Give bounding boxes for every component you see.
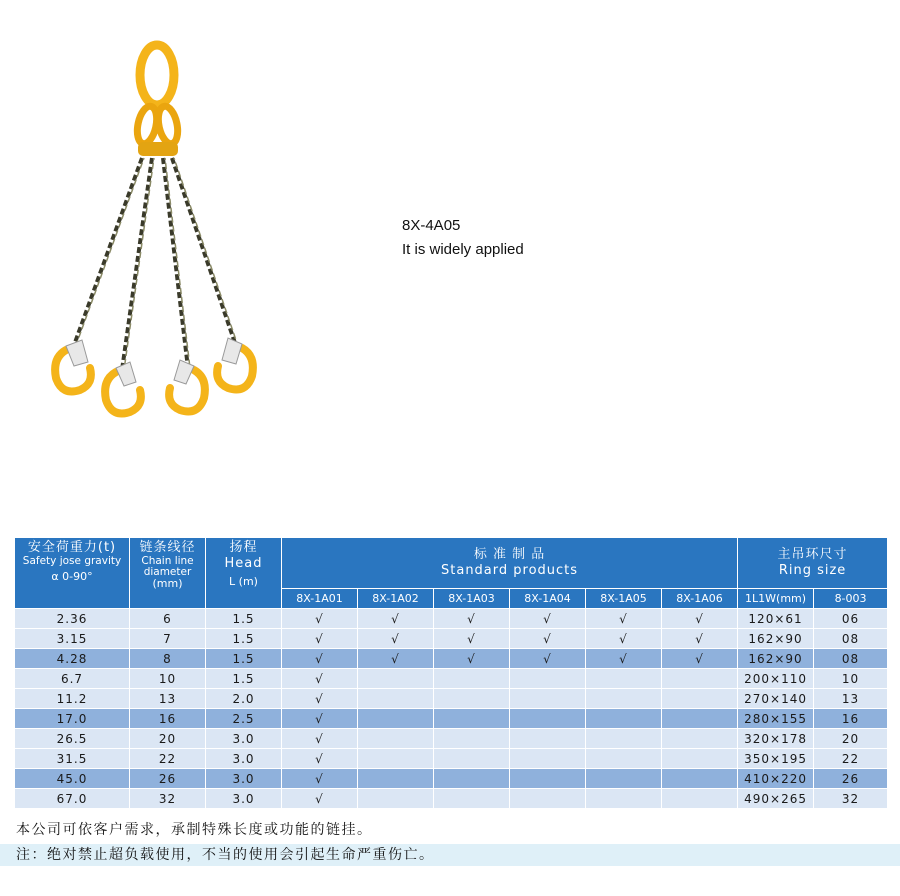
cell-load: 3.15 — [15, 629, 130, 649]
cell-head: 1.5 — [206, 669, 282, 689]
cell-product-mark: √ — [434, 629, 510, 649]
cell-ring-dim: 410×220 — [738, 769, 814, 789]
header-ring-size: 主吊环尺寸 Ring size — [738, 538, 888, 589]
cell-product-mark — [510, 729, 586, 749]
cell-product-mark: √ — [282, 729, 358, 749]
cell-ring-code: 20 — [814, 729, 888, 749]
cell-product-mark — [586, 749, 662, 769]
cell-product-mark — [662, 689, 738, 709]
cell-product-mark — [662, 729, 738, 749]
cell-chain-diameter: 20 — [130, 729, 206, 749]
cell-ring-code: 22 — [814, 749, 888, 769]
cell-product-mark — [662, 709, 738, 729]
cell-product-mark: √ — [282, 669, 358, 689]
cell-head: 1.5 — [206, 629, 282, 649]
cell-chain-diameter: 10 — [130, 669, 206, 689]
link-icon — [155, 105, 181, 146]
cell-product-mark — [586, 769, 662, 789]
cell-ring-dim: 270×140 — [738, 689, 814, 709]
cell-chain-diameter: 16 — [130, 709, 206, 729]
cell-product-mark — [662, 669, 738, 689]
cell-product-mark — [586, 789, 662, 809]
cell-product-mark: √ — [510, 609, 586, 629]
cell-head: 3.0 — [206, 769, 282, 789]
header-standard-products: 标 准 制 品 Standard products — [282, 538, 738, 589]
cell-ring-dim: 200×110 — [738, 669, 814, 689]
spec-table-body — [15, 609, 888, 809]
coupler-icon — [138, 142, 178, 156]
cell-product-mark — [510, 749, 586, 769]
header-product-code: 8X-1A06 — [662, 589, 738, 609]
cell-product-mark: √ — [282, 749, 358, 769]
cell-product-mark — [662, 789, 738, 809]
cell-ring-code: 13 — [814, 689, 888, 709]
header-head: 扬程 Head L (m) — [206, 538, 282, 609]
cell-product-mark — [434, 769, 510, 789]
cell-product-mark — [358, 669, 434, 689]
cell-ring-code: 32 — [814, 789, 888, 809]
header-ring-dim: 1L1W(mm) — [738, 589, 814, 609]
header-product-code: 8X-1A01 — [282, 589, 358, 609]
cell-product-mark: √ — [282, 629, 358, 649]
table-row — [15, 729, 888, 749]
cell-chain-diameter: 8 — [130, 649, 206, 669]
cell-product-mark — [434, 689, 510, 709]
cell-product-mark: √ — [586, 649, 662, 669]
notes — [0, 819, 900, 866]
cell-product-mark: √ — [434, 609, 510, 629]
cell-product-mark: √ — [282, 709, 358, 729]
header-product-code: 8X-1A02 — [358, 589, 434, 609]
cell-product-mark: √ — [282, 689, 358, 709]
header-load: 安全荷重力(t) Safety jose gravity α 0-90° — [15, 538, 130, 609]
cell-product-mark — [358, 709, 434, 729]
header-ring-code: 8-003 — [814, 589, 888, 609]
hook-icon — [55, 340, 91, 392]
cell-ring-code: 06 — [814, 609, 888, 629]
cell-ring-code: 26 — [814, 769, 888, 789]
cell-product-mark — [434, 749, 510, 769]
cell-ring-code: 08 — [814, 629, 888, 649]
header-product-code: 8X-1A03 — [434, 589, 510, 609]
cell-head: 2.0 — [206, 689, 282, 709]
model-description: It is widely applied — [402, 241, 524, 258]
chain-sling-illustration — [30, 30, 290, 430]
cell-product-mark — [434, 789, 510, 809]
cell-product-mark: √ — [510, 629, 586, 649]
cell-load: 26.5 — [15, 729, 130, 749]
header-chain-diameter: 链条线径 Chain line diameter (mm) — [130, 538, 206, 609]
table-row — [15, 609, 888, 629]
cell-head: 3.0 — [206, 789, 282, 809]
cell-product-mark: √ — [282, 789, 358, 809]
product-caption — [402, 214, 524, 262]
cell-product-mark: √ — [282, 609, 358, 629]
cell-product-mark: √ — [434, 649, 510, 669]
cell-ring-dim: 120×61 — [738, 609, 814, 629]
cell-product-mark — [358, 749, 434, 769]
table-row — [15, 789, 888, 809]
cell-product-mark — [510, 669, 586, 689]
cell-ring-dim: 162×90 — [738, 629, 814, 649]
cell-product-mark — [510, 689, 586, 709]
cell-ring-code: 08 — [814, 649, 888, 669]
cell-head: 2.5 — [206, 709, 282, 729]
cell-head: 3.0 — [206, 729, 282, 749]
cell-ring-dim: 490×265 — [738, 789, 814, 809]
spec-table — [14, 537, 888, 809]
cell-chain-diameter: 32 — [130, 789, 206, 809]
cell-chain-diameter: 13 — [130, 689, 206, 709]
cell-product-mark: √ — [358, 609, 434, 629]
cell-product-mark: √ — [662, 629, 738, 649]
cell-product-mark: √ — [586, 629, 662, 649]
table-row — [15, 649, 888, 669]
cell-product-mark — [510, 769, 586, 789]
table-row — [15, 689, 888, 709]
cell-head: 3.0 — [206, 749, 282, 769]
cell-product-mark — [434, 709, 510, 729]
cell-product-mark: √ — [662, 609, 738, 629]
model-number: 8X-4A05 — [402, 217, 461, 234]
cell-product-mark: √ — [358, 629, 434, 649]
cell-product-mark: √ — [662, 649, 738, 669]
cell-load: 17.0 — [15, 709, 130, 729]
cell-product-mark — [586, 709, 662, 729]
cell-load: 45.0 — [15, 769, 130, 789]
cell-product-mark — [586, 729, 662, 749]
hook-icon — [105, 362, 141, 414]
cell-product-mark — [586, 669, 662, 689]
table-row — [15, 629, 888, 649]
cell-ring-dim: 162×90 — [738, 649, 814, 669]
custom-order-note: 本公司可依客户需求，承制特殊长度或功能的链挂。 — [16, 822, 373, 838]
cell-head: 1.5 — [206, 649, 282, 669]
cell-head: 1.5 — [206, 609, 282, 629]
cell-chain-diameter: 6 — [130, 609, 206, 629]
hook-icon — [169, 360, 205, 412]
table-row — [15, 769, 888, 789]
cell-load: 4.28 — [15, 649, 130, 669]
cell-ring-dim: 350×195 — [738, 749, 814, 769]
cell-product-mark — [358, 769, 434, 789]
cell-chain-diameter: 22 — [130, 749, 206, 769]
cell-product-mark — [510, 789, 586, 809]
cell-product-mark — [586, 689, 662, 709]
cell-product-mark: √ — [510, 649, 586, 669]
table-row — [15, 749, 888, 769]
chain-legs-icon — [73, 158, 236, 370]
cell-chain-diameter: 26 — [130, 769, 206, 789]
cell-product-mark: √ — [282, 649, 358, 669]
overload-warning: 注：绝对禁止超负载使用，不当的使用会引起生命严重伤亡。 — [0, 844, 900, 866]
cell-product-mark — [510, 709, 586, 729]
cell-product-mark — [358, 729, 434, 749]
cell-product-mark — [434, 729, 510, 749]
cell-product-mark: √ — [358, 649, 434, 669]
hook-icon — [217, 338, 253, 390]
cell-load: 67.0 — [15, 789, 130, 809]
cell-product-mark: √ — [586, 609, 662, 629]
cell-ring-dim: 280×155 — [738, 709, 814, 729]
table-row — [15, 709, 888, 729]
table-row — [15, 669, 888, 689]
cell-load: 6.7 — [15, 669, 130, 689]
cell-chain-diameter: 7 — [130, 629, 206, 649]
master-ring-icon — [140, 45, 174, 105]
cell-ring-dim: 320×178 — [738, 729, 814, 749]
cell-product-mark — [662, 749, 738, 769]
cell-product-mark — [662, 769, 738, 789]
cell-product-mark: √ — [282, 769, 358, 789]
cell-product-mark — [358, 689, 434, 709]
header-product-code: 8X-1A04 — [510, 589, 586, 609]
header-product-code: 8X-1A05 — [586, 589, 662, 609]
cell-ring-code: 10 — [814, 669, 888, 689]
cell-load: 2.36 — [15, 609, 130, 629]
cell-product-mark — [434, 669, 510, 689]
cell-ring-code: 16 — [814, 709, 888, 729]
cell-load: 11.2 — [15, 689, 130, 709]
cell-product-mark — [358, 789, 434, 809]
cell-load: 31.5 — [15, 749, 130, 769]
